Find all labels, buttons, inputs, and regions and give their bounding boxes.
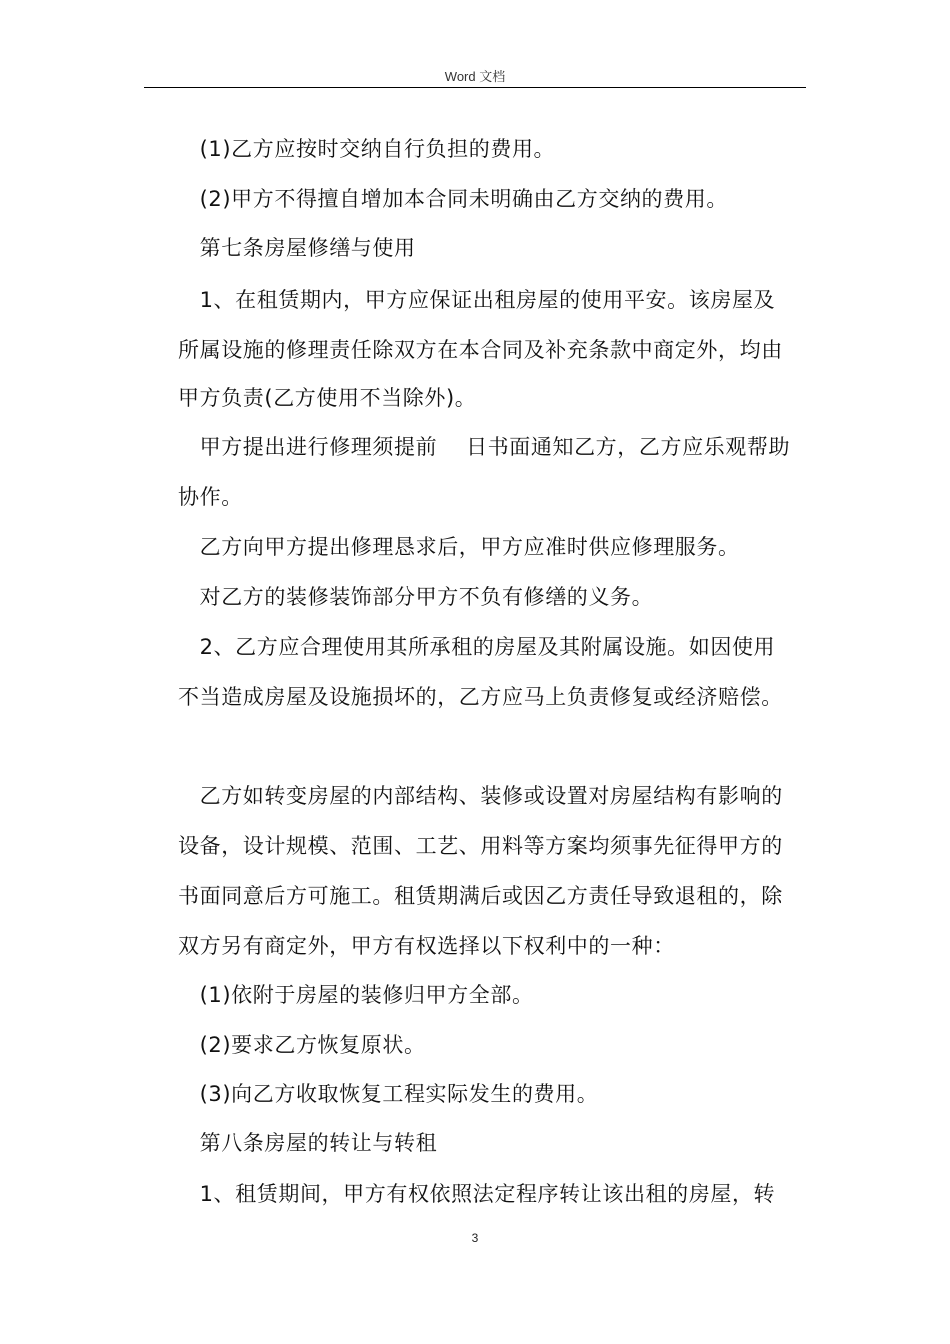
text-line: (2)要求乙方恢复原状。	[178, 1033, 426, 1057]
document-header-label: Word 文档	[444, 69, 506, 84]
text-line: 设备，设计规模、范围、工艺、用料等方案均须事先征得甲方的	[178, 834, 783, 858]
page-number: 3	[471, 1231, 479, 1245]
text-line: 双方另有商定外，甲方有权选择以下权利中的一种：	[178, 934, 675, 958]
text-line: (2)甲方不得擅自增加本合同未明确由乙方交纳的费用。	[178, 187, 728, 211]
text-line: 甲方提出进行修理须提前 日书面通知乙方，乙方应乐观帮助	[178, 435, 791, 459]
text-line: 甲方负责(乙方使用不当除外)。	[178, 386, 477, 410]
text-line: 不当造成房屋及设施损坏的，乙方应马上负责修复或经济赔偿。	[178, 685, 783, 709]
text-line: 1、租赁期间，甲方有权依照法定程序转让该出租的房屋，转	[178, 1182, 776, 1206]
header-divider	[144, 87, 806, 88]
text-line: 乙方向甲方提出修理恳求后，甲方应准时供应修理服务。	[178, 535, 740, 559]
text-line: (1)依附于房屋的装修归甲方全部。	[178, 983, 534, 1007]
text-line: (3)向乙方收取恢复工程实际发生的费用。	[178, 1082, 599, 1106]
text-line: 1、在租赁期内，甲方应保证出租房屋的使用平安。该房屋及	[178, 288, 776, 312]
text-line: 所属设施的修理责任除双方在本合同及补充条款中商定外，均由	[178, 338, 783, 362]
text-line: 第八条房屋的转让与转租	[178, 1131, 438, 1155]
text-line: (1)乙方应按时交纳自行负担的费用。	[178, 137, 556, 161]
text-line: 书面同意后方可施工。租赁期满后或因乙方责任导致退租的，除	[178, 884, 783, 908]
text-line: 对乙方的装修装饰部分甲方不负有修缮的义务。	[178, 585, 654, 609]
text-line: 第七条房屋修缮与使用	[178, 236, 416, 260]
text-line: 乙方如转变房屋的内部结构、装修或设置对房屋结构有影响的	[178, 784, 783, 808]
text-line: 协作。	[178, 485, 243, 509]
text-line: 2、乙方应合理使用其所承租的房屋及其附属设施。如因使用	[178, 635, 776, 659]
